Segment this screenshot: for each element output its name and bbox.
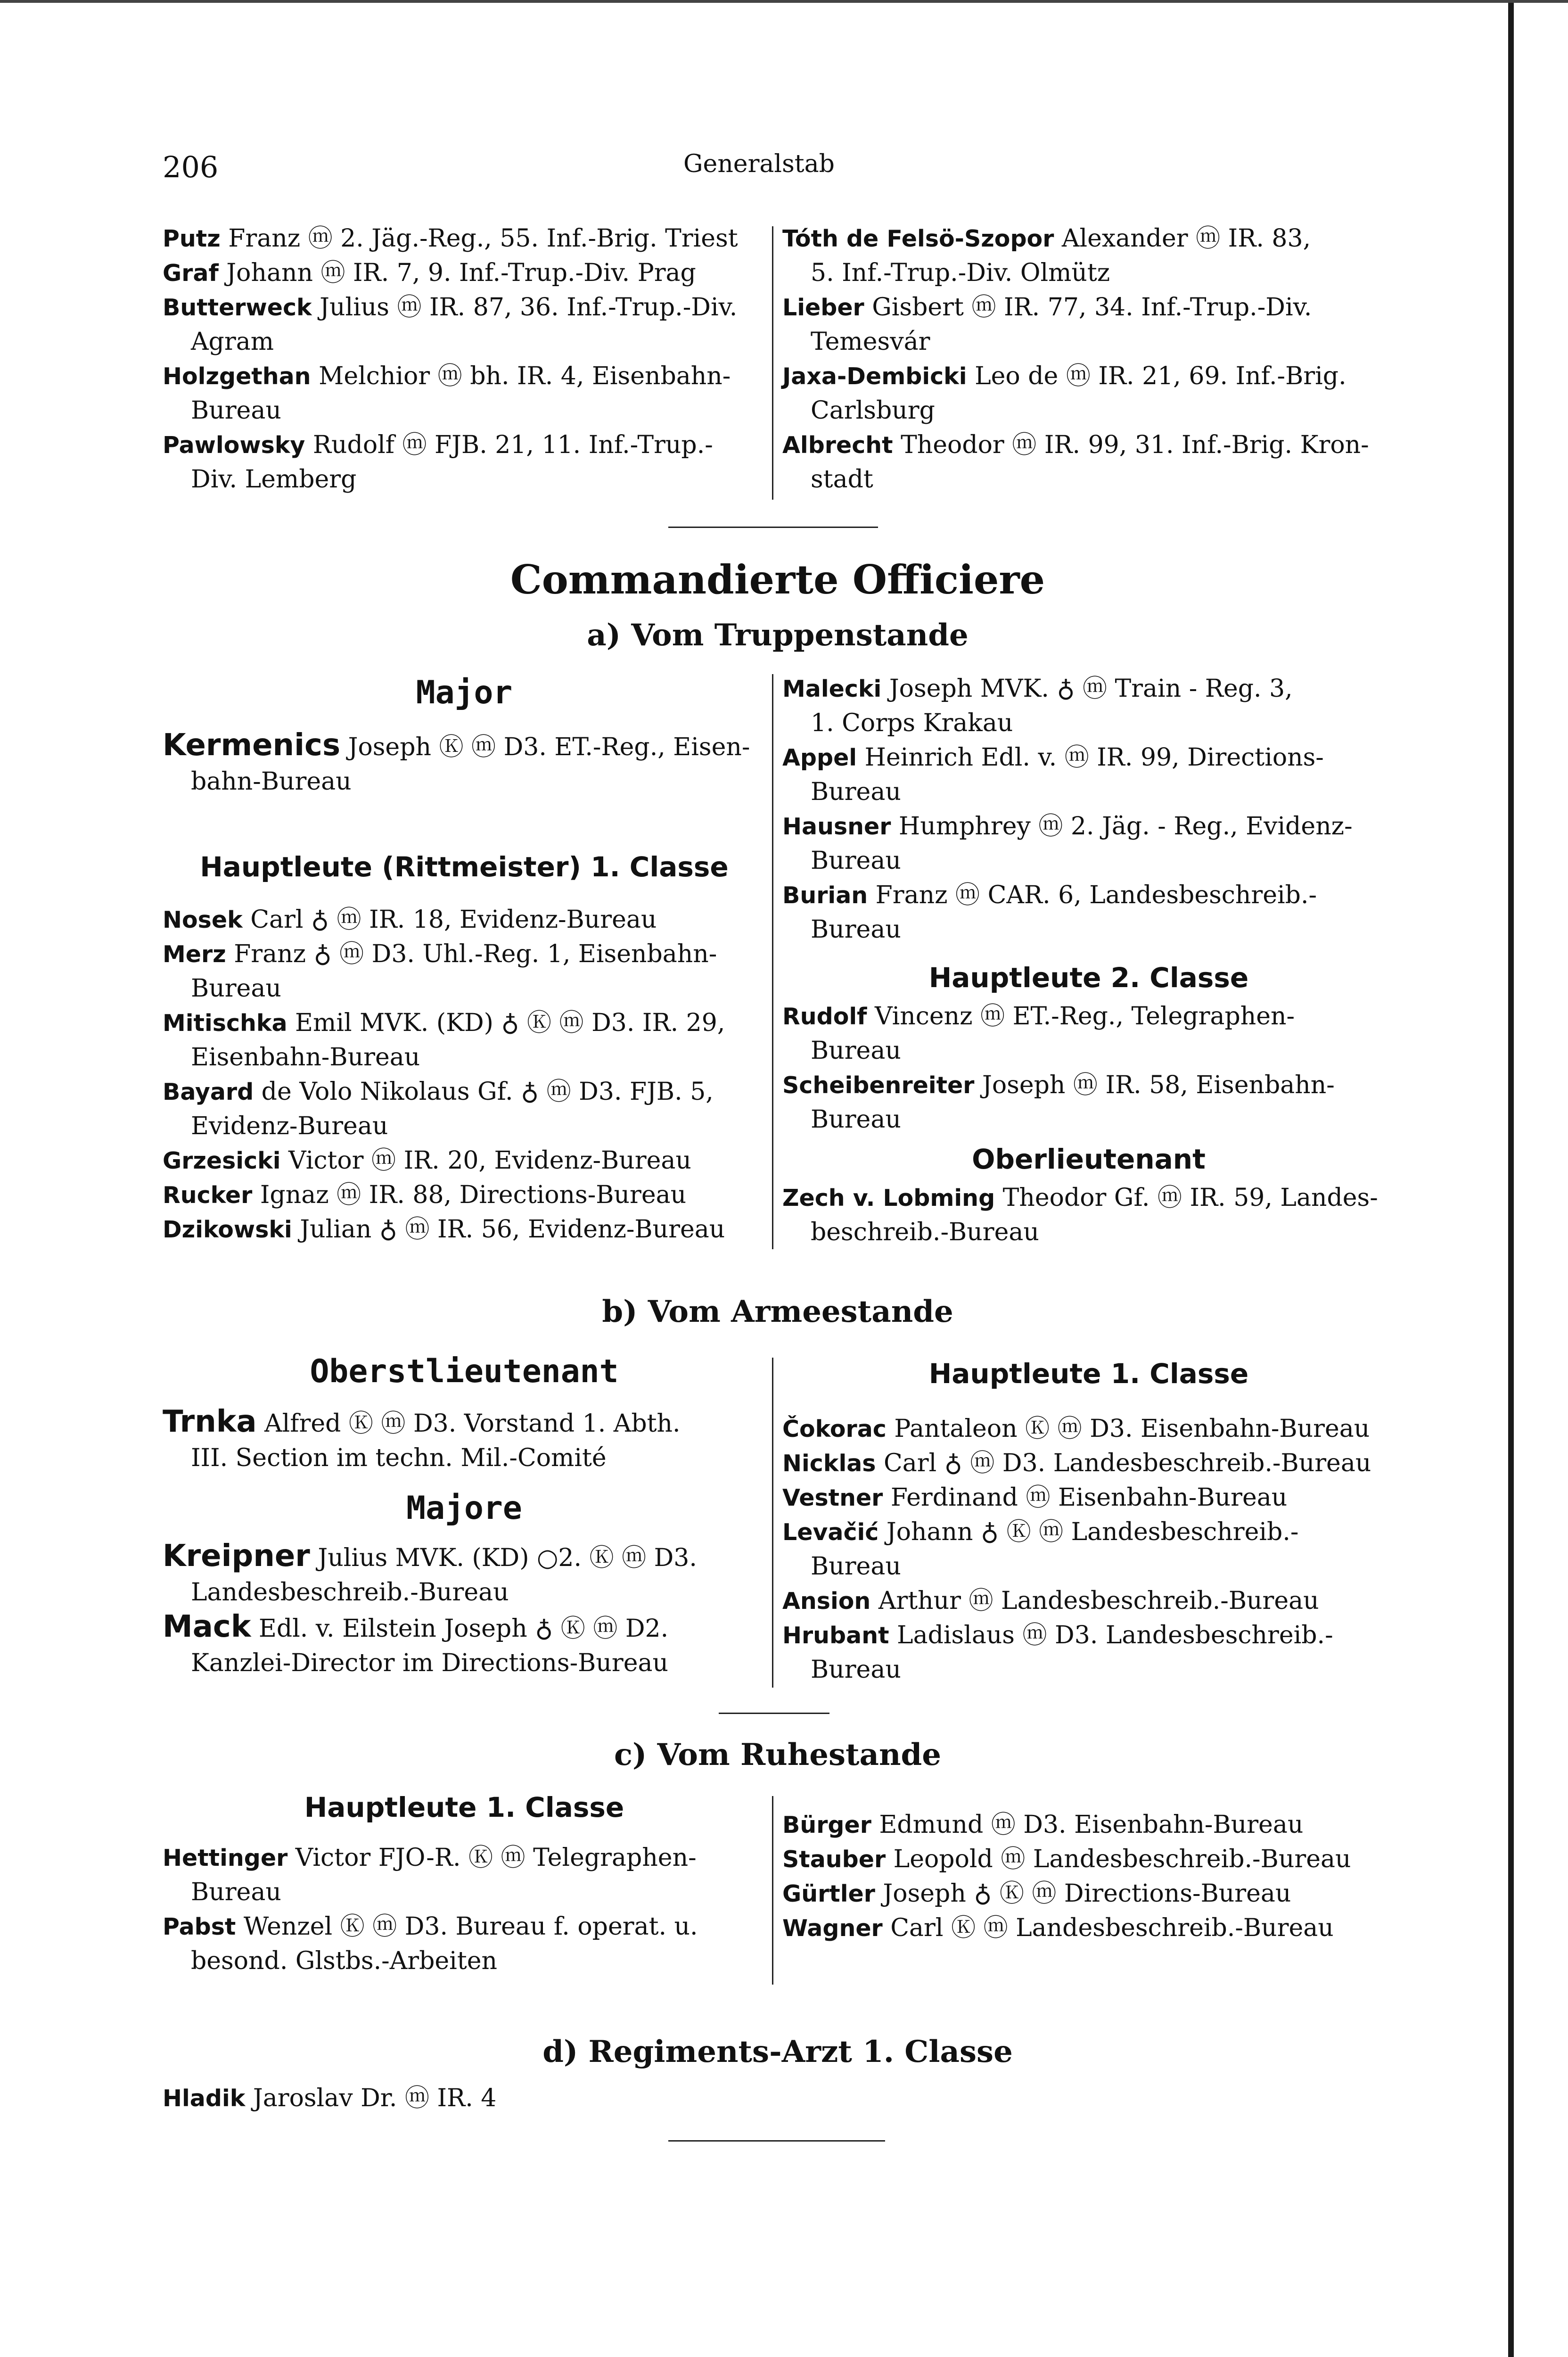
- roster-entry: [782, 1181, 1395, 1250]
- officer-surname: Zech v. Lobming: [782, 1185, 995, 1211]
- officer-surname: Nicklas: [782, 1450, 876, 1477]
- officer-details: Ferdinand ⓜ Eisenbahn-Bureau: [883, 1483, 1288, 1512]
- officer-details: Carl Ⓚ ⓜ Landesbeschreib.-Bureau: [882, 1914, 1334, 1942]
- roster-entry: [782, 1877, 1395, 1911]
- officer-details-continued: Bureau: [191, 974, 281, 1003]
- roster-entry: [782, 1584, 1395, 1618]
- rank-hauptleute-1-c: Hauptleute 1. Classe: [304, 1791, 624, 1823]
- roster-entry: [782, 290, 1395, 359]
- roster-entry: [782, 878, 1395, 947]
- officer-details: Melchior ⓜ bh. IR. 4, Eisenbahn-: [311, 362, 731, 390]
- officer-details: Edl. v. Eilstein Joseph ♁ Ⓚ ⓜ D2.: [251, 1615, 669, 1643]
- roster-entry: [782, 1618, 1395, 1687]
- hauptleute-1-b-list: [782, 1412, 1395, 1687]
- roster-entry: [163, 222, 766, 256]
- officer-details: Franz ⓜ 2. Jäg.-Reg., 55. Inf.-Brig. Triest: [220, 224, 738, 253]
- roster-entry: [163, 1006, 775, 1075]
- rank-hauptleute-1: Hauptleute (Rittmeister) 1. Classe: [200, 851, 729, 883]
- officer-surname: Wagner: [782, 1915, 883, 1942]
- officer-details: Rudolf ⓜ FJB. 21, 11. Inf.-Trup.-: [305, 431, 713, 459]
- officer-details-continued: Carlsburg: [811, 396, 935, 425]
- officer-details: Gisbert ⓜ IR. 77, 34. Inf.-Trup.-Div.: [864, 293, 1312, 321]
- officer-surname: Burian: [782, 882, 868, 909]
- page-top-edge: [0, 0, 1568, 3]
- top-right-column: [782, 222, 1395, 497]
- officer-surname: Mitischka: [163, 1010, 287, 1037]
- roster-entry: [782, 999, 1395, 1068]
- roster-entry: [163, 2081, 870, 2116]
- officer-surname: Butterweck: [163, 294, 312, 321]
- officer-surname: Pawlowsky: [163, 432, 305, 459]
- officer-details: Leopold ⓜ Landesbeschreib.-Bureau: [886, 1845, 1351, 1873]
- officer-surname: Albrecht: [782, 432, 893, 459]
- officer-surname: Kermenics: [163, 728, 341, 763]
- officer-surname: Scheibenreiter: [782, 1072, 975, 1099]
- roster-entry: [163, 1178, 775, 1212]
- officer-surname: Grzesicki: [163, 1147, 281, 1174]
- roster-entry: [782, 1515, 1395, 1584]
- roster-entry: [782, 428, 1395, 497]
- majore-list: [163, 1539, 766, 1681]
- officer-details-continued: Kanzlei-Director im Directions-Bureau: [191, 1649, 668, 1677]
- officer-surname: Trnka: [163, 1404, 257, 1439]
- officer-details: Wenzel Ⓚ ⓜ D3. Bureau f. operat. u.: [236, 1912, 698, 1941]
- officer-details: Joseph MVK. ♁ ⓜ Train - Reg. 3,: [881, 675, 1293, 703]
- section-c-heading: c) Vom Ruhestande: [614, 1737, 942, 1772]
- officer-details-continued: Bureau: [191, 1878, 281, 1906]
- roster-entry: [163, 1075, 775, 1144]
- roster-entry: [782, 359, 1395, 428]
- officer-details-continued: III. Section im techn. Mil.-Comité: [191, 1444, 607, 1472]
- officer-surname: Bayard: [163, 1079, 254, 1105]
- officer-surname: Dzikowski: [163, 1216, 292, 1243]
- running-head: Generalstab: [683, 150, 835, 178]
- roster-entry: [163, 1910, 766, 1978]
- roster-entry: [782, 1808, 1395, 1842]
- roster-entry: [782, 741, 1395, 809]
- roster-entry: [163, 290, 766, 359]
- oberlieutenant-list: [782, 1181, 1395, 1250]
- rank-oberstlieutenant: Oberstlieutenant: [310, 1353, 619, 1390]
- rank-majore: Majore: [406, 1490, 522, 1527]
- roster-entry: [782, 1412, 1395, 1446]
- roster-entry: [163, 1539, 766, 1610]
- officer-details: Edmund ⓜ D3. Eisenbahn-Bureau: [871, 1811, 1304, 1839]
- page-number: 206: [163, 150, 219, 184]
- roster-entry: [782, 1068, 1395, 1137]
- officer-surname: Mack: [163, 1609, 251, 1644]
- roster-entry: [782, 1842, 1395, 1877]
- roster-entry: [163, 728, 766, 799]
- officer-details: Pantaleon Ⓚ ⓜ D3. Eisenbahn-Bureau: [886, 1415, 1370, 1443]
- officer-details: Ignaz ⓜ IR. 88, Directions-Bureau: [252, 1181, 687, 1209]
- officer-details: Emil MVK. (KD) ♁ Ⓚ ⓜ D3. IR. 29,: [287, 1009, 725, 1037]
- officer-details: de Volo Nikolaus Gf. ♁ ⓜ D3. FJB. 5,: [254, 1078, 714, 1106]
- officer-details: Joseph ⓜ IR. 58, Eisenbahn-: [974, 1071, 1335, 1099]
- officer-surname: Lieber: [782, 294, 864, 321]
- officer-details-continued: Agram: [191, 328, 274, 356]
- roster-entry: [163, 359, 766, 428]
- officer-details-continued: 1. Corps Krakau: [811, 709, 1013, 737]
- rank-major: Major: [416, 674, 513, 711]
- officer-surname: Merz: [163, 941, 226, 968]
- rank-hauptleute-2: Hauptleute 2. Classe: [928, 962, 1249, 994]
- officer-details: Johann ♁ Ⓚ ⓜ Landesbeschreib.-: [878, 1518, 1299, 1546]
- section-b-heading: b) Vom Armeestande: [602, 1294, 953, 1329]
- officer-surname: Appel: [782, 744, 857, 771]
- hauptleute-1-list: [163, 903, 775, 1247]
- column-divider-b: [772, 1358, 773, 1688]
- section-c-left-list: [163, 1841, 766, 1978]
- officer-surname: Gürtler: [782, 1880, 875, 1907]
- top-left-column: [163, 222, 766, 497]
- officer-details: Ladislaus ⓜ D3. Landesbeschreib.-: [889, 1621, 1333, 1649]
- column-divider-c: [772, 1796, 773, 1985]
- roster-entry: [163, 256, 766, 290]
- officer-surname: Vestner: [782, 1484, 883, 1511]
- officer-surname: Malecki: [782, 676, 882, 702]
- officer-surname: Hausner: [782, 813, 891, 840]
- officer-surname: Tóth de Felsö-Szopor: [782, 225, 1054, 252]
- officer-details-continued: Bureau: [191, 396, 281, 425]
- rank-hauptleute-1-b: Hauptleute 1. Classe: [928, 1358, 1249, 1390]
- officer-details: Alfred Ⓚ ⓜ D3. Vorstand 1. Abth.: [256, 1409, 681, 1438]
- roster-entry: [782, 672, 1395, 741]
- officer-details-continued: beschreib.-Bureau: [811, 1218, 1039, 1246]
- officer-surname: Levačić: [782, 1519, 879, 1546]
- officer-details-continued: Bureau: [811, 847, 901, 875]
- officer-surname: Kreipner: [163, 1539, 310, 1574]
- officer-details: Victor ⓜ IR. 20, Evidenz-Bureau: [280, 1146, 691, 1175]
- officer-details: Franz ♁ ⓜ D3. Uhl.-Reg. 1, Eisenbahn-: [226, 940, 717, 968]
- officer-details: Arthur ⓜ Landesbeschreib.-Bureau: [870, 1587, 1319, 1615]
- officer-details: Johann ⓜ IR. 7, 9. Inf.-Trup.-Div. Prag: [218, 259, 696, 287]
- officer-details-continued: Div. Lemberg: [191, 465, 357, 494]
- officer-details-continued: 5. Inf.-Trup.-Div. Olmütz: [811, 259, 1110, 287]
- officer-details-continued: Eisenbahn-Bureau: [191, 1043, 420, 1071]
- roster-entry: [782, 1446, 1395, 1481]
- officer-details-continued: Evidenz-Bureau: [191, 1112, 388, 1140]
- officer-details: Victor FJO-R. Ⓚ ⓜ Telegraphen-: [287, 1844, 697, 1872]
- roster-entry: [782, 809, 1395, 878]
- officer-details: Theodor Gf. ⓜ IR. 59, Landes-: [995, 1184, 1378, 1212]
- officer-surname: Graf: [163, 260, 219, 287]
- officer-details: Joseph ♁ Ⓚ ⓜ Directions-Bureau: [875, 1879, 1291, 1908]
- officer-surname: Putz: [163, 225, 221, 252]
- officer-details-continued: Bureau: [811, 1037, 901, 1065]
- officer-details: Franz ⓜ CAR. 6, Landesbeschreib.-: [868, 881, 1317, 909]
- officer-details: Julius ⓜ IR. 87, 36. Inf.-Trup.-Div.: [312, 293, 738, 321]
- column-divider: [772, 226, 773, 500]
- roster-entry: [163, 1144, 775, 1178]
- officer-details: Carl ♁ ⓜ IR. 18, Evidenz-Bureau: [242, 906, 657, 934]
- officer-details-continued: Bureau: [811, 915, 901, 944]
- officer-surname: Čokorac: [782, 1416, 887, 1442]
- officer-details-continued: stadt: [811, 465, 873, 494]
- officer-details: Joseph Ⓚ ⓜ D3. ET.-Reg., Eisen-: [340, 733, 750, 761]
- officer-surname: Pabst: [163, 1913, 236, 1940]
- officer-surname: Rucker: [163, 1182, 253, 1209]
- officer-details: Alexander ⓜ IR. 83,: [1054, 224, 1311, 253]
- roster-entry: [163, 1212, 775, 1247]
- officer-details: Julius MVK. (KD) ○2. Ⓚ ⓜ D3.: [310, 1544, 697, 1572]
- officer-details: Carl ♁ ⓜ D3. Landesbeschreib.-Bureau: [876, 1449, 1371, 1477]
- oberstlieutenant-list: [163, 1405, 766, 1475]
- roster-entry: [163, 937, 775, 1006]
- officer-details: Jaroslav Dr. ⓜ IR. 4: [245, 2084, 497, 2112]
- officer-details: Theodor ⓜ IR. 99, 31. Inf.-Brig. Kron-: [893, 431, 1369, 459]
- officer-surname: Holzgethan: [163, 363, 311, 390]
- officer-details-continued: besond. Glstbs.-Arbeiten: [191, 1947, 497, 1975]
- officer-surname: Ansion: [782, 1588, 871, 1615]
- roster-entry: [782, 222, 1395, 290]
- officer-details-continued: Bureau: [811, 778, 901, 806]
- officer-details-continued: bahn-Bureau: [191, 767, 352, 796]
- main-heading: Commandierte Officiere: [510, 556, 1045, 603]
- section-a-right-list: [782, 672, 1395, 947]
- section-c-right-list: [782, 1808, 1395, 1945]
- roster-entry: [782, 1481, 1395, 1515]
- officer-details: Leo de ⓜ IR. 21, 69. Inf.-Brig.: [967, 362, 1346, 390]
- major-list: [163, 728, 766, 799]
- column-divider-a: [772, 674, 773, 1249]
- officer-surname: Nosek: [163, 907, 243, 933]
- roster-entry: [163, 428, 766, 497]
- hauptleute-2-list: [782, 999, 1395, 1137]
- officer-details-continued: Bureau: [811, 1105, 901, 1134]
- officer-details-continued: Bureau: [811, 1552, 901, 1581]
- section-rule: [668, 527, 878, 528]
- roster-entry: [163, 1405, 766, 1475]
- officer-details-continued: Bureau: [811, 1656, 901, 1684]
- officer-details-continued: Landesbeschreib.-Bureau: [191, 1578, 509, 1607]
- roster-entry: [782, 1911, 1395, 1945]
- officer-surname: Jaxa-Dembicki: [782, 363, 967, 390]
- section-d-list: [163, 2081, 870, 2116]
- page-edge-shadow: [1508, 0, 1514, 2357]
- officer-surname: Stauber: [782, 1846, 886, 1873]
- section-a-heading: a) Vom Truppenstande: [587, 618, 969, 653]
- officer-surname: Rudolf: [782, 1003, 867, 1030]
- officer-details: Vincenz ⓜ ET.-Reg., Telegraphen-: [867, 1002, 1295, 1030]
- officer-details: Humphrey ⓜ 2. Jäg. - Reg., Evidenz-: [891, 812, 1353, 841]
- officer-surname: Bürger: [782, 1812, 871, 1838]
- section-d-heading: d) Regiments-Arzt 1. Classe: [542, 2034, 1013, 2069]
- roster-entry: [163, 903, 775, 937]
- officer-details: Julian ♁ ⓜ IR. 56, Evidenz-Bureau: [292, 1215, 725, 1244]
- officer-surname: Hrubant: [782, 1622, 889, 1649]
- officer-details-continued: Temesvár: [811, 328, 930, 356]
- roster-entry: [163, 1841, 766, 1910]
- rank-oberlieutenant: Oberlieutenant: [972, 1143, 1206, 1175]
- roster-entry: [163, 1610, 766, 1681]
- officer-surname: Hettinger: [163, 1845, 288, 1871]
- officer-surname: Hladik: [163, 2085, 246, 2112]
- section-rule-b: [719, 1713, 829, 1714]
- officer-details: Heinrich Edl. v. ⓜ IR. 99, Directions-: [857, 743, 1324, 772]
- end-rule: [668, 2140, 885, 2142]
